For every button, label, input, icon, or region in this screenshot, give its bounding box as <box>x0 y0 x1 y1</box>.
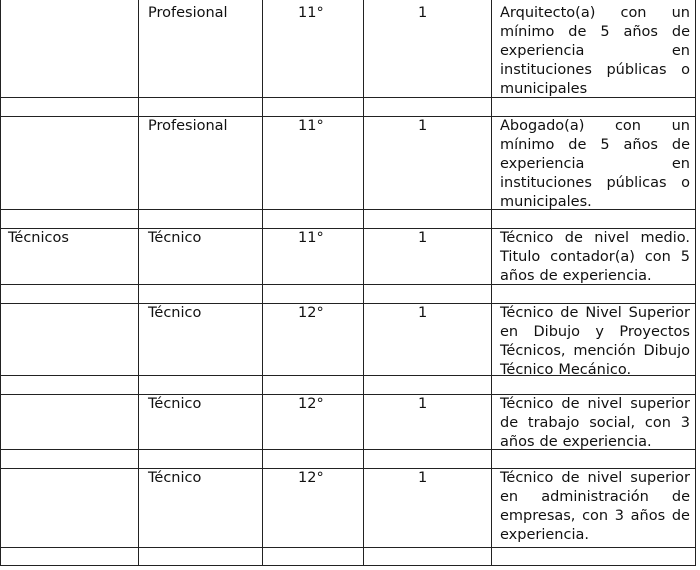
requirements-word: de <box>568 24 587 40</box>
requirements-cell <box>500 229 690 286</box>
requirements-line <box>500 155 690 174</box>
requirements-line <box>500 174 690 193</box>
requirements-word: en <box>671 43 690 59</box>
requirements-line <box>500 507 690 526</box>
requirements-cell <box>500 395 690 452</box>
category-cell: Técnicos <box>8 230 69 246</box>
quantity-cell: 1 <box>418 305 428 321</box>
requirements-word: Dibujo <box>533 324 581 340</box>
requirements-word: de <box>500 415 519 431</box>
requirements-word: Titulo <box>500 249 541 265</box>
requirements-line <box>500 248 690 267</box>
requirements-word: administración <box>541 489 649 505</box>
requirements-line <box>500 361 690 380</box>
staff-type-cell: Técnico <box>148 230 202 246</box>
requirements-word: o <box>681 175 690 191</box>
requirements-word: nivel <box>594 230 630 246</box>
column-border <box>491 0 492 566</box>
requirements-line <box>500 117 690 136</box>
requirements-line <box>500 42 690 61</box>
requirements-word: experiencia. <box>562 434 652 450</box>
requirements-line <box>500 193 690 212</box>
requirements-word: de <box>564 230 583 246</box>
requirements-line <box>500 433 690 452</box>
requirements-word: Dibujo <box>643 343 690 359</box>
requirements-line <box>500 61 690 80</box>
requirements-word: Técnico <box>500 305 554 321</box>
requirements-cell <box>500 304 690 380</box>
requirements-word: en <box>671 156 690 172</box>
requirements-word: experiencia. <box>500 527 589 543</box>
requirements-word: nivel <box>587 470 623 486</box>
column-border <box>262 0 263 566</box>
requirements-word: mínimo <box>500 24 555 40</box>
requirements-word: de <box>539 268 558 284</box>
requirements-word: años <box>623 137 658 153</box>
requirements-word: y <box>595 324 604 340</box>
requirements-word: Técnico <box>500 230 554 246</box>
requirements-word: Nivel <box>585 305 622 321</box>
requirements-line <box>500 414 690 433</box>
quantity-cell: 1 <box>418 230 428 246</box>
requirements-line <box>500 342 690 361</box>
requirements-word: de <box>539 434 558 450</box>
requirements-word: de <box>561 470 580 486</box>
requirements-word: Proyectos <box>619 324 690 340</box>
requirements-word: de <box>560 305 579 321</box>
requirements-word: 5 <box>680 249 690 265</box>
requirements-word: 3 <box>680 415 690 431</box>
requirements-word: municipales. <box>500 194 592 210</box>
requirements-word: en <box>500 324 519 340</box>
requirements-word: Arquitecto(a) <box>500 5 596 21</box>
requirements-word: públicas <box>606 62 667 78</box>
row-separator <box>0 565 696 566</box>
requirements-word: Técnico <box>500 362 554 378</box>
requirements-line <box>500 4 690 23</box>
requirements-word: Superior <box>628 305 690 321</box>
requirements-word: en <box>500 489 519 505</box>
requirements-cell <box>500 117 690 212</box>
requirements-word: contador(a) <box>550 249 635 265</box>
requirements-word: mención <box>573 343 636 359</box>
requirements-word: años <box>630 508 666 524</box>
column-border <box>363 0 364 566</box>
requirements-word: públicas <box>606 175 667 191</box>
requirements-word: instituciones <box>500 62 592 78</box>
requirements-word: Mecánico. <box>558 362 632 378</box>
requirements-word: de <box>568 137 587 153</box>
requirements-line <box>500 395 690 414</box>
requirements-line <box>500 229 690 248</box>
requirements-word: experiencia. <box>562 268 652 284</box>
grade-cell: 12° <box>298 470 324 486</box>
staff-type-cell: Técnico <box>148 305 202 321</box>
requirements-word: Técnico <box>500 470 554 486</box>
staff-type-cell: Profesional <box>148 118 228 134</box>
requirements-word: municipales <box>500 81 588 97</box>
requirements-word: 5 <box>600 24 610 40</box>
requirements-word: de <box>671 137 690 153</box>
requirements-line <box>500 267 690 286</box>
requirements-word: empresas, <box>500 508 576 524</box>
requirements-word: de <box>561 396 580 412</box>
requirements-word: o <box>681 62 690 78</box>
staff-type-cell: Técnico <box>148 396 202 412</box>
quantity-cell: 1 <box>418 118 428 134</box>
requirements-word: años <box>500 434 535 450</box>
requirements-word: experiencia <box>500 43 585 59</box>
requirements-word: 5 <box>600 137 610 153</box>
requirements-word: un <box>671 118 690 134</box>
requirements-word: de <box>671 489 690 505</box>
requirements-word: con <box>614 118 641 134</box>
requirements-word: con <box>644 249 671 265</box>
requirements-line <box>500 80 690 99</box>
quantity-cell: 1 <box>418 396 428 412</box>
requirements-word: experiencia <box>500 156 585 172</box>
requirements-word: con <box>582 508 609 524</box>
requirements-word: Abogado(a) <box>500 118 585 134</box>
requirements-line <box>500 304 690 323</box>
requirements-word: Técnico <box>500 396 554 412</box>
column-border <box>0 0 1 566</box>
requirements-word: superior <box>630 396 690 412</box>
requirements-word: años <box>500 268 535 284</box>
requirements-line <box>500 136 690 155</box>
requirements-line <box>500 526 690 545</box>
grade-cell: 12° <box>298 305 324 321</box>
row-divider <box>0 547 696 548</box>
requirements-word: instituciones <box>500 175 592 191</box>
requirements-word: de <box>671 24 690 40</box>
requirements-word: con <box>620 5 647 21</box>
requirements-line <box>500 488 690 507</box>
requirements-cell <box>500 4 690 99</box>
requirements-word: medio. <box>640 230 690 246</box>
requirements-word: años <box>623 24 658 40</box>
requirements-word: de <box>671 508 690 524</box>
quantity-cell: 1 <box>418 5 428 21</box>
column-border <box>138 0 139 566</box>
requirements-line <box>500 323 690 342</box>
grade-cell: 11° <box>298 118 324 134</box>
requirements-word: social, <box>589 415 636 431</box>
requirements-cell <box>500 469 690 545</box>
requirements-word: nivel <box>587 396 623 412</box>
requirements-line <box>500 23 690 42</box>
requirements-word: con <box>644 415 671 431</box>
column-border <box>695 0 696 566</box>
staff-type-cell: Profesional <box>148 5 228 21</box>
quantity-cell: 1 <box>418 470 428 486</box>
grade-cell: 11° <box>298 230 324 246</box>
requirements-word: mínimo <box>500 137 555 153</box>
requirements-word: Técnicos, <box>500 343 566 359</box>
requirements-word: superior <box>630 470 690 486</box>
staff-type-cell: Técnico <box>148 470 202 486</box>
requirements-word: trabajo <box>527 415 580 431</box>
requirements-word: un <box>671 5 690 21</box>
requirements-line <box>500 469 690 488</box>
requirements-word: 3 <box>614 508 625 524</box>
grade-cell: 12° <box>298 396 324 412</box>
grade-cell: 11° <box>298 5 324 21</box>
